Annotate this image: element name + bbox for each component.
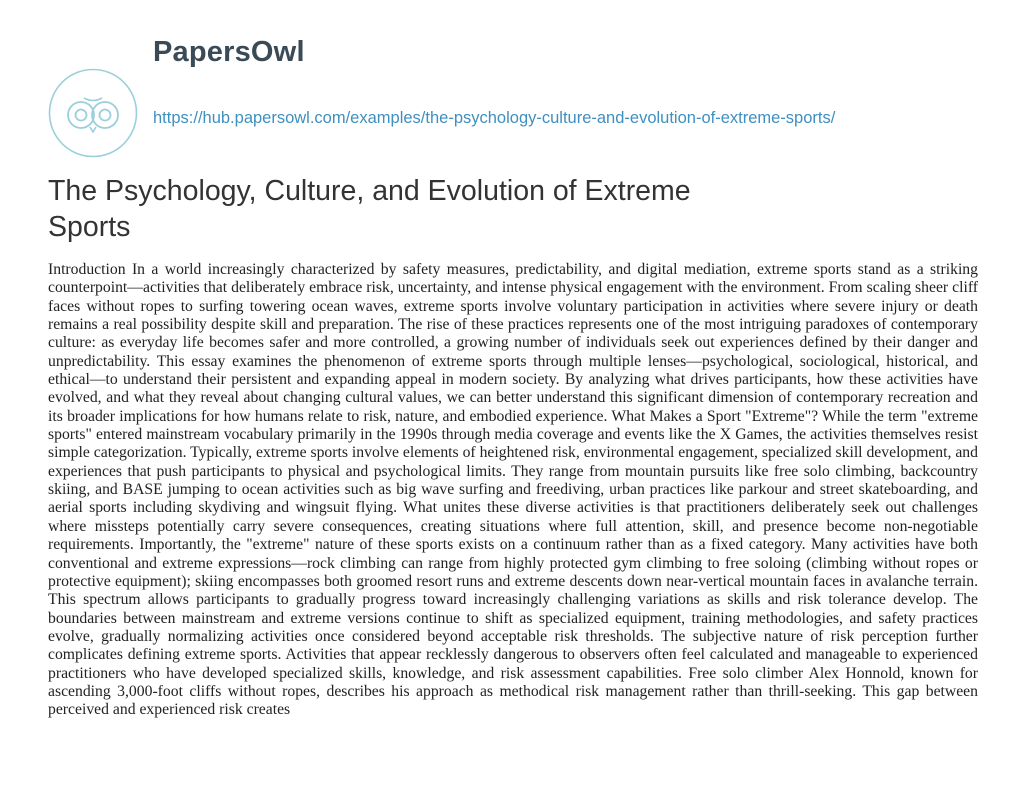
owl-eyes-logo-icon[interactable] xyxy=(48,68,138,158)
page-title: The Psychology, Culture, and Evolution of Extreme Sports xyxy=(48,175,691,243)
source-url-link[interactable]: https://hub.papersowl.com/examples/the-psychology-culture-and-evolution-of-extreme-sports/ xyxy=(153,109,836,127)
brand-name[interactable]: PapersOwl xyxy=(153,36,305,68)
essay-body: Introduction In a world increasingly characterized by safety measures, predictability, and digital mediation, extreme sports stand as a striking counterpoint—activities that deliberately embrace risk, uncertainty, and intense physical engagement with the environment. From scaling sheer cliff faces without ropes to surfing towering ocean waves, extreme sports involve voluntary participation in activities where severe injury or death remains a real possibility despite skill and preparation. The rise of these practices represents one of the most intriguing paradoxes of contemporary culture: as everyday life becomes safer and more controlled, a growing number of individuals seek out experiences defined by their danger and unpredictability. This essay examines the phenomenon of extreme sports through multiple lenses—psychological, sociological, historical, and ethical—to understand their persistent and expanding appeal in modern society. By analyzing what drives participants, how these activities have evolved, and what they reveal about changing cultural values, we can better understand this significant dimension of contemporary recreation and its broader implications for how humans relate to risk, nature, and embodied experience. What Makes a Sport "Extreme"? While the term "extreme sports" entered mainstream vocabulary primarily in the 1990s through media coverage and events like the X Games, the activities themselves resist simple categorization. Typically, extreme sports involve elements of heightened risk, environmental engagement, specialized skill development, and experiences that push participants to physical and psychological limits. They range from mountain pursuits like free solo climbing, backcountry skiing, and BASE jumping to ocean activities such as big wave surfing and freediving, urban practices like parkour and street skateboarding, and aerial sports including skydiving and wingsuit flying. What unites these diverse activities is that practitioners deliberately seek out challenges where missteps potentially carry severe consequences, creating situations where full attention, skill, and presence become non-negotiable requirements. Importantly, the "extreme" nature of these sports exists on a continuum rather than as a fixed category. Many activities have both conventional and extreme expressions—rock climbing can range from highly protected gym climbing to free soloing (climbing without ropes or protective equipment); skiing encompasses both groomed resort runs and extreme descents down near-vertical mountain faces in avalanche terrain. This spectrum allows participants to gradually progress toward increasingly challenging variations as skills and risk tolerance develop. The boundaries between mainstream and extreme versions continue to shift as specialized equipment, training methodologies, and safety practices evolve, gradually normalizing activities once considered beyond acceptable risk thresholds. The subjective nature of risk perception further complicates defining extreme sports. Activities that appear recklessly dangerous to observers often feel calculated and manageable to experienced practitioners who have developed specialized skills, knowledge, and risk assessment capabilities. Free solo climber Alex Honnold, known for ascending 3,000-foot cliffs without ropes, describes his approach as methodical risk management rather than thrill-seeking. This gap between perceived and experienced risk creates xyxy=(48,261,978,719)
